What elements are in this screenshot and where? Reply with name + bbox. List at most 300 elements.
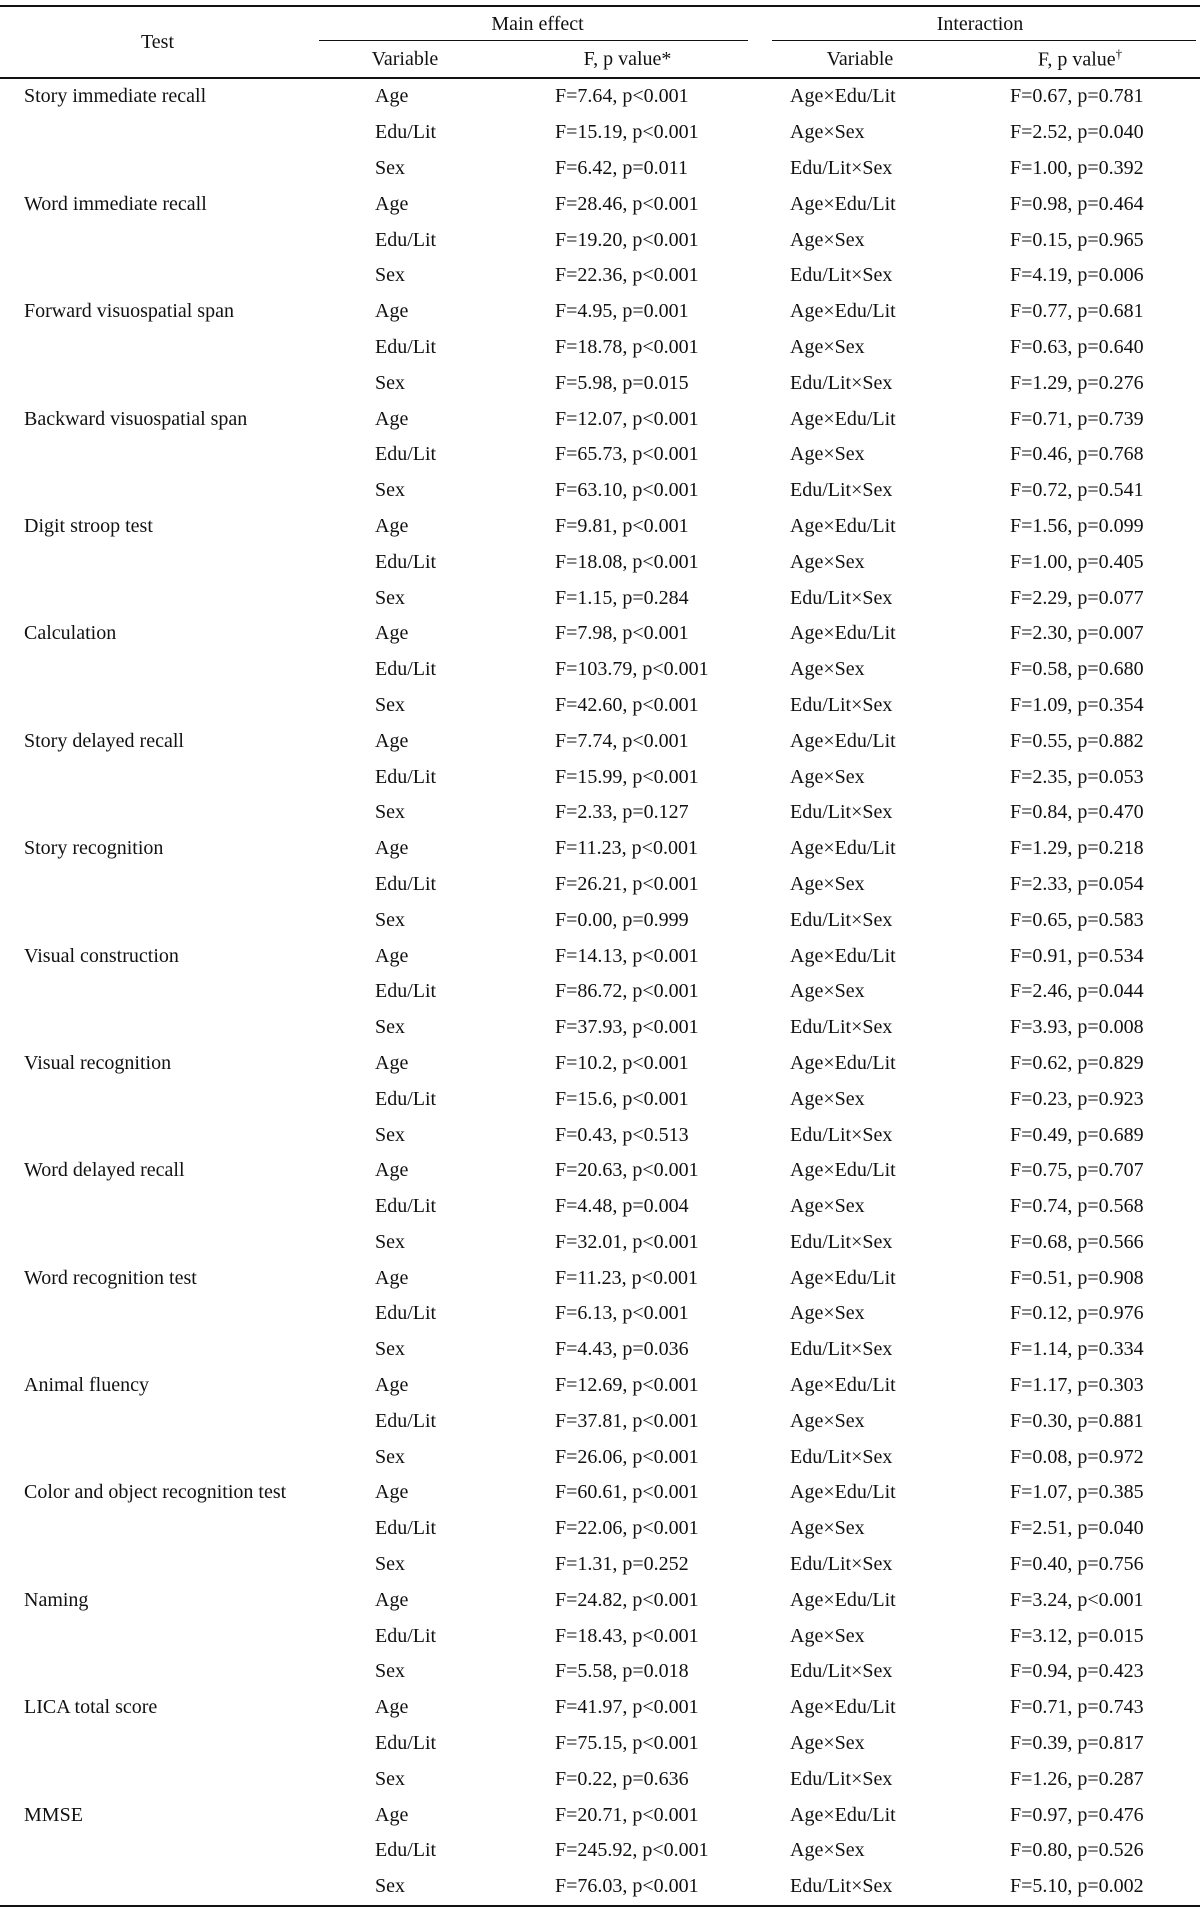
interaction-variable-cell: Age×Sex	[790, 1517, 865, 1540]
interaction-f-p-cell: F=1.00, p=0.392	[1010, 156, 1144, 179]
interaction-f-p-cell: F=0.15, p=0.965	[1010, 228, 1144, 251]
main-variable-cell: Age	[375, 1588, 409, 1611]
main-variable-cell: Age	[375, 407, 409, 430]
interaction-f-p-cell: F=0.94, p=0.423	[1010, 1660, 1144, 1683]
main-variable-cell: Age	[375, 1803, 409, 1826]
main-variable-cell: Sex	[375, 479, 405, 502]
interaction-variable-cell: Age×Sex	[790, 1302, 865, 1325]
main-f-p-cell: F=7.64, p<0.001	[555, 85, 689, 108]
interaction-f-p-cell: F=0.67, p=0.781	[1010, 85, 1144, 108]
interaction-variable-cell: Edu/Lit×Sex	[790, 1230, 893, 1253]
main-f-p-cell: F=22.06, p<0.001	[555, 1517, 699, 1540]
test-name-cell: Color and object recognition test	[24, 1481, 287, 1504]
table-row	[0, 1260, 1200, 1296]
table-row	[0, 186, 1200, 222]
test-name-cell	[0, 1833, 315, 1869]
table-row	[0, 1081, 1200, 1117]
main-f-p-cell: F=245.92, p<0.001	[555, 1839, 709, 1862]
main-f-p-cell: F=76.03, p<0.001	[495, 1869, 760, 1906]
interaction-variable-cell: Edu/Lit×Sex	[790, 693, 893, 716]
interaction-f-p-cell: F=0.51, p=0.908	[1010, 1266, 1144, 1289]
main-variable-cell: Edu/Lit	[375, 550, 437, 573]
interaction-f-p-cell: F=4.19, p=0.006	[1010, 264, 1144, 287]
interaction-variable-cell: Age×Sex	[790, 658, 865, 681]
test-name-cell: MMSE	[24, 1803, 83, 1826]
main-f-p-cell: F=32.01, p<0.001	[555, 1230, 699, 1253]
main-f-p-cell: F=19.20, p<0.001	[555, 228, 699, 251]
test-name-cell	[0, 1439, 315, 1475]
test-name-cell	[0, 759, 315, 795]
main-f-p-cell: F=5.98, p=0.015	[555, 371, 689, 394]
table-row	[0, 115, 1200, 151]
main-variable-cell: Sex	[375, 801, 405, 824]
table-row	[0, 1225, 1200, 1261]
interaction-variable-cell: Age×Edu/Lit	[790, 837, 896, 860]
main-f-p-cell: F=65.73, p<0.001	[555, 443, 699, 466]
interaction-f-p-cell: F=5.10, p=0.002	[960, 1869, 1200, 1906]
interaction-f-p-cell: F=2.52, p=0.040	[1010, 121, 1144, 144]
main-f-p-cell: F=9.81, p<0.001	[555, 514, 689, 537]
table-row	[0, 437, 1200, 473]
interaction-f-p-cell: F=0.68, p=0.566	[1010, 1230, 1144, 1253]
test-name-cell	[0, 1010, 315, 1046]
main-variable-cell: Age	[375, 837, 409, 860]
interaction-variable-cell: Age×Edu/Lit	[790, 1588, 896, 1611]
interaction-variable-cell: Edu/Lit×Sex	[790, 1445, 893, 1468]
test-name-cell	[0, 1726, 315, 1762]
interaction-variable-cell: Age×Sex	[790, 980, 865, 1003]
interaction-f-p-cell: F=1.00, p=0.405	[1010, 550, 1144, 573]
interaction-variable-cell: Edu/Lit×Sex	[760, 1869, 960, 1906]
main-f-p-cell: F=41.97, p<0.001	[555, 1696, 699, 1719]
test-name-cell: Calculation	[24, 622, 117, 645]
interaction-variable-cell: Age×Edu/Lit	[790, 1481, 896, 1504]
interaction-f-p-cell: F=2.33, p=0.054	[1010, 872, 1144, 895]
main-variable-cell: Age	[375, 300, 409, 323]
interaction-f-p-cell: F=3.24, p<0.001	[1010, 1588, 1144, 1611]
table-row	[0, 294, 1200, 330]
interaction-f-p-cell: F=2.29, p=0.077	[1010, 586, 1144, 609]
interaction-f-p-cell: F=1.07, p=0.385	[1010, 1481, 1144, 1504]
interaction-variable-cell: Age×Sex	[790, 1195, 865, 1218]
interaction-variable-cell: Age×Edu/Lit	[790, 514, 896, 537]
interaction-variable-cell: Age×Edu/Lit	[790, 622, 896, 645]
test-name-cell	[0, 365, 315, 401]
table-row	[0, 1403, 1200, 1439]
interaction-variable-cell: Age×Edu/Lit	[790, 1266, 896, 1289]
main-f-p-cell: F=15.99, p<0.001	[555, 765, 699, 788]
table-row	[0, 1153, 1200, 1189]
table-row	[0, 723, 1200, 759]
interaction-f-p-cell: F=0.30, p=0.881	[1010, 1409, 1144, 1432]
interaction-variable-cell: Age×Sex	[790, 550, 865, 573]
test-name-cell	[0, 1547, 315, 1583]
test-name-cell	[0, 1654, 315, 1690]
test-name-cell	[0, 1117, 315, 1153]
table-row	[0, 795, 1200, 831]
interaction-f-p-cell: F=0.74, p=0.568	[1010, 1195, 1144, 1218]
interaction-variable-cell: Age×Edu/Lit	[790, 1051, 896, 1074]
main-variable-cell: Sex	[375, 1767, 405, 1790]
test-name-cell	[0, 580, 315, 616]
main-f-p-cell: F=1.15, p=0.284	[555, 586, 689, 609]
main-f-p-cell: F=42.60, p<0.001	[555, 693, 699, 716]
interaction-f-p-cell: F=0.46, p=0.768	[1010, 443, 1144, 466]
table-row	[0, 1010, 1200, 1046]
interaction-variable-cell: Age×Edu/Lit	[790, 300, 896, 323]
test-name-cell	[0, 222, 315, 258]
header-test: Test	[0, 6, 315, 78]
test-name-cell	[0, 115, 315, 151]
main-variable-cell: Sex	[375, 1123, 405, 1146]
interaction-f-p-cell: F=2.35, p=0.053	[1010, 765, 1144, 788]
table-row	[0, 759, 1200, 795]
interaction-f-p-cell: F=0.08, p=0.972	[1010, 1445, 1144, 1468]
interaction-variable-cell: Age×Sex	[790, 443, 865, 466]
interaction-f-p-cell: F=0.40, p=0.756	[1010, 1553, 1144, 1576]
test-name-cell: Forward visuospatial span	[24, 300, 234, 323]
header-variable-main: Variable	[315, 41, 495, 78]
interaction-variable-cell: Age×Edu/Lit	[790, 407, 896, 430]
main-variable-cell: Age	[375, 514, 409, 537]
interaction-variable-cell: Age×Sex	[790, 1732, 865, 1755]
main-f-p-cell: F=37.81, p<0.001	[555, 1409, 699, 1432]
test-name-cell: Backward visuospatial span	[24, 407, 248, 430]
interaction-variable-cell: Edu/Lit×Sex	[790, 1553, 893, 1576]
main-variable-cell: Edu/Lit	[375, 1839, 437, 1862]
main-variable-cell: Age	[375, 622, 409, 645]
main-variable-cell: Age	[375, 1696, 409, 1719]
table-row	[0, 473, 1200, 509]
table-row	[0, 1189, 1200, 1225]
main-variable-cell: Sex	[375, 693, 405, 716]
interaction-f-p-cell: F=1.29, p=0.218	[1010, 837, 1144, 860]
interaction-f-p-cell: F=1.17, p=0.303	[1010, 1374, 1144, 1397]
main-variable-cell: Age	[375, 1266, 409, 1289]
main-f-p-cell: F=103.79, p<0.001	[555, 658, 709, 681]
test-name-cell: Naming	[24, 1588, 89, 1611]
interaction-f-p-cell: F=0.84, p=0.470	[1010, 801, 1144, 824]
interaction-f-p-cell: F=0.97, p=0.476	[1010, 1803, 1144, 1826]
interaction-variable-cell: Age×Edu/Lit	[790, 1159, 896, 1182]
main-f-p-cell: F=24.82, p<0.001	[555, 1588, 699, 1611]
table-row	[0, 401, 1200, 437]
main-f-p-cell: F=5.58, p=0.018	[555, 1660, 689, 1683]
main-f-p-cell: F=75.15, p<0.001	[555, 1732, 699, 1755]
table-row	[0, 867, 1200, 903]
table-row	[0, 831, 1200, 867]
interaction-f-p-cell: F=0.58, p=0.680	[1010, 658, 1144, 681]
test-name-cell	[0, 902, 315, 938]
main-f-p-cell: F=6.42, p=0.011	[555, 156, 688, 179]
interaction-variable-cell: Age×Edu/Lit	[790, 192, 896, 215]
interaction-f-p-cell: F=0.72, p=0.541	[1010, 479, 1144, 502]
table-row	[0, 330, 1200, 366]
interaction-variable-cell: Edu/Lit×Sex	[790, 156, 893, 179]
interaction-variable-cell: Age×Sex	[790, 1409, 865, 1432]
main-f-p-cell: F=37.93, p<0.001	[555, 1016, 699, 1039]
table-row	[0, 1726, 1200, 1762]
main-variable-cell: Edu/Lit	[375, 1195, 437, 1218]
table-row	[0, 258, 1200, 294]
main-f-p-cell: F=86.72, p<0.001	[555, 980, 699, 1003]
main-f-p-cell: F=18.78, p<0.001	[555, 335, 699, 358]
interaction-variable-cell: Edu/Lit×Sex	[790, 801, 893, 824]
header-interaction: Interaction	[760, 6, 1200, 41]
interaction-variable-cell: Edu/Lit×Sex	[790, 1660, 893, 1683]
main-f-p-cell: F=63.10, p<0.001	[555, 479, 699, 502]
interaction-f-p-cell: F=1.14, p=0.334	[1010, 1338, 1144, 1361]
table-row	[0, 652, 1200, 688]
table-row	[0, 1761, 1200, 1797]
interaction-f-p-cell: F=1.09, p=0.354	[1010, 693, 1144, 716]
test-name-cell	[0, 1081, 315, 1117]
table-row	[0, 222, 1200, 258]
table-row	[0, 151, 1200, 187]
test-name-cell	[0, 330, 315, 366]
interaction-f-p-cell: F=0.63, p=0.640	[1010, 335, 1144, 358]
main-f-p-cell: F=26.06, p<0.001	[555, 1445, 699, 1468]
main-variable-cell: Sex	[375, 1553, 405, 1576]
interaction-variable-cell: Edu/Lit×Sex	[790, 586, 893, 609]
interaction-f-p-cell: F=0.71, p=0.743	[1010, 1696, 1144, 1719]
interaction-f-p-cell: F=0.23, p=0.923	[1010, 1087, 1144, 1110]
table-row	[0, 1547, 1200, 1583]
main-variable-cell: Age	[375, 1481, 409, 1504]
main-variable-cell: Sex	[375, 1230, 405, 1253]
interaction-variable-cell: Age×Edu/Lit	[790, 729, 896, 752]
main-variable-cell: Edu/Lit	[375, 980, 437, 1003]
main-variable-cell: Edu/Lit	[375, 765, 437, 788]
table-row	[0, 1654, 1200, 1690]
test-name-cell: Word delayed recall	[24, 1159, 185, 1182]
table-body	[0, 78, 1200, 1906]
main-f-p-cell: F=7.98, p<0.001	[555, 622, 689, 645]
interaction-variable-cell: Age×Sex	[790, 228, 865, 251]
interaction-variable-cell: Edu/Lit×Sex	[790, 1338, 893, 1361]
interaction-variable-cell: Edu/Lit×Sex	[790, 479, 893, 502]
test-name-cell	[0, 151, 315, 187]
test-name-cell	[0, 1189, 315, 1225]
table-row	[0, 1368, 1200, 1404]
test-name-cell	[0, 1296, 315, 1332]
main-f-p-cell: F=12.07, p<0.001	[555, 407, 699, 430]
interaction-variable-cell: Age×Edu/Lit	[790, 1374, 896, 1397]
test-name-cell	[0, 473, 315, 509]
interaction-f-p-cell: F=1.29, p=0.276	[1010, 371, 1144, 394]
test-name-cell	[0, 1761, 315, 1797]
main-variable-cell: Sex	[315, 1869, 495, 1906]
main-f-p-cell: F=10.2, p<0.001	[555, 1051, 689, 1074]
interaction-variable-cell: Age×Edu/Lit	[790, 1696, 896, 1719]
main-variable-cell: Edu/Lit	[375, 1517, 437, 1540]
header-fp-main: F, p value*	[495, 41, 760, 78]
test-name-cell: Word recognition test	[24, 1266, 197, 1289]
table-row	[0, 1797, 1200, 1833]
interaction-f-p-cell: F=0.39, p=0.817	[1010, 1732, 1144, 1755]
interaction-f-p-cell: F=0.65, p=0.583	[1010, 908, 1144, 931]
table-row	[0, 1833, 1200, 1869]
test-name-cell	[0, 1618, 315, 1654]
table-row	[0, 365, 1200, 401]
main-f-p-cell: F=4.95, p=0.001	[555, 300, 689, 323]
main-f-p-cell: F=26.21, p<0.001	[555, 872, 699, 895]
table-row	[0, 616, 1200, 652]
header-fp-interaction: F, p value†	[960, 41, 1200, 78]
main-variable-cell: Age	[375, 1051, 409, 1074]
test-name-cell: Digit stroop test	[24, 514, 153, 537]
test-name-cell: Story recognition	[24, 837, 164, 860]
main-variable-cell: Sex	[375, 1445, 405, 1468]
main-f-p-cell: F=22.36, p<0.001	[555, 264, 699, 287]
main-f-p-cell: F=20.71, p<0.001	[555, 1803, 699, 1826]
main-variable-cell: Sex	[375, 1338, 405, 1361]
test-name-cell	[0, 1511, 315, 1547]
interaction-f-p-cell: F=0.91, p=0.534	[1010, 944, 1144, 967]
table-row	[0, 580, 1200, 616]
test-name-cell: Story delayed recall	[24, 729, 184, 752]
main-f-p-cell: F=15.6, p<0.001	[555, 1087, 689, 1110]
interaction-f-p-cell: F=0.62, p=0.829	[1010, 1051, 1144, 1074]
table-row	[0, 509, 1200, 545]
header-variable-interaction: Variable	[760, 41, 960, 78]
main-variable-cell: Age	[375, 85, 409, 108]
interaction-f-p-cell: F=0.77, p=0.681	[1010, 300, 1144, 323]
main-f-p-cell: F=11.23, p<0.001	[555, 837, 698, 860]
main-variable-cell: Sex	[375, 264, 405, 287]
main-variable-cell: Sex	[375, 586, 405, 609]
interaction-f-p-cell: F=0.49, p=0.689	[1010, 1123, 1144, 1146]
test-name-cell	[0, 974, 315, 1010]
table-row	[0, 1582, 1200, 1618]
table-row	[0, 974, 1200, 1010]
interaction-f-p-cell: F=2.30, p=0.007	[1010, 622, 1144, 645]
main-variable-cell: Age	[375, 944, 409, 967]
main-variable-cell: Sex	[375, 371, 405, 394]
test-name-cell	[0, 867, 315, 903]
main-f-p-cell: F=20.63, p<0.001	[555, 1159, 699, 1182]
main-variable-cell: Sex	[375, 156, 405, 179]
interaction-variable-cell: Age×Edu/Lit	[790, 944, 896, 967]
test-name-cell	[0, 437, 315, 473]
main-variable-cell: Edu/Lit	[375, 335, 437, 358]
main-variable-cell: Edu/Lit	[375, 121, 437, 144]
test-name-cell	[0, 1332, 315, 1368]
main-variable-cell: Edu/Lit	[375, 1409, 437, 1432]
main-variable-cell: Sex	[375, 1016, 405, 1039]
main-f-p-cell: F=14.13, p<0.001	[555, 944, 699, 967]
table-row	[0, 1690, 1200, 1726]
test-name-cell	[0, 544, 315, 580]
interaction-variable-cell: Age×Sex	[790, 335, 865, 358]
interaction-f-p-cell: F=1.26, p=0.287	[1010, 1767, 1144, 1790]
main-variable-cell: Age	[375, 192, 409, 215]
main-f-p-cell: F=7.74, p<0.001	[555, 729, 689, 752]
table-row	[0, 1618, 1200, 1654]
table-row	[0, 688, 1200, 724]
interaction-f-p-cell: F=0.80, p=0.526	[1010, 1839, 1144, 1862]
main-f-p-cell: F=4.48, p=0.004	[555, 1195, 689, 1218]
main-variable-cell: Edu/Lit	[375, 1732, 437, 1755]
table-row	[0, 938, 1200, 974]
interaction-f-p-cell: F=0.75, p=0.707	[1010, 1159, 1144, 1182]
main-f-p-cell: F=11.23, p<0.001	[555, 1266, 698, 1289]
header-main-effect: Main effect	[315, 6, 760, 41]
interaction-variable-cell: Edu/Lit×Sex	[790, 1767, 893, 1790]
main-variable-cell: Age	[375, 1374, 409, 1397]
test-name-cell: Visual recognition	[24, 1051, 172, 1074]
main-f-p-cell: F=0.00, p=0.999	[555, 908, 689, 931]
main-f-p-cell: F=12.69, p<0.001	[555, 1374, 699, 1397]
main-variable-cell: Edu/Lit	[375, 228, 437, 251]
interaction-variable-cell: Age×Edu/Lit	[790, 1803, 896, 1826]
interaction-f-p-cell: F=0.12, p=0.976	[1010, 1302, 1144, 1325]
main-variable-cell: Edu/Lit	[375, 1624, 437, 1647]
test-name-cell	[0, 795, 315, 831]
main-f-p-cell: F=0.43, p<0.513	[555, 1123, 689, 1146]
main-variable-cell: Edu/Lit	[375, 658, 437, 681]
table-row	[0, 902, 1200, 938]
test-name-cell	[0, 1403, 315, 1439]
table-row	[0, 1869, 1200, 1906]
table-row	[0, 1332, 1200, 1368]
main-variable-cell: Age	[375, 729, 409, 752]
main-f-p-cell: F=60.61, p<0.001	[555, 1481, 699, 1504]
interaction-variable-cell: Age×Sex	[790, 1087, 865, 1110]
table-row	[0, 78, 1200, 115]
test-name-cell	[0, 688, 315, 724]
main-f-p-cell: F=28.46, p<0.001	[555, 192, 699, 215]
test-name-cell	[0, 258, 315, 294]
interaction-variable-cell: Age×Edu/Lit	[790, 85, 896, 108]
main-f-p-cell: F=2.33, p=0.127	[555, 801, 689, 824]
interaction-variable-cell: Age×Sex	[790, 1839, 865, 1862]
table-row	[0, 1046, 1200, 1082]
table-row	[0, 1117, 1200, 1153]
table-row	[0, 544, 1200, 580]
main-f-p-cell: F=6.13, p<0.001	[555, 1302, 689, 1325]
table-row	[0, 1511, 1200, 1547]
interaction-f-p-cell: F=3.12, p=0.015	[1010, 1624, 1144, 1647]
test-name-cell: Story immediate recall	[24, 85, 207, 108]
interaction-f-p-cell: F=2.51, p=0.040	[1010, 1517, 1144, 1540]
main-variable-cell: Edu/Lit	[375, 1302, 437, 1325]
main-variable-cell: Edu/Lit	[375, 443, 437, 466]
anova-results-table	[0, 5, 1200, 1907]
test-name-cell	[0, 1225, 315, 1261]
header-row-1	[0, 6, 1200, 41]
main-f-p-cell: F=18.08, p<0.001	[555, 550, 699, 573]
main-variable-cell: Edu/Lit	[375, 1087, 437, 1110]
interaction-variable-cell: Age×Sex	[790, 765, 865, 788]
interaction-variable-cell: Age×Sex	[790, 872, 865, 895]
main-variable-cell: Sex	[375, 908, 405, 931]
main-f-p-cell: F=15.19, p<0.001	[555, 121, 699, 144]
main-variable-cell: Sex	[375, 1660, 405, 1683]
interaction-variable-cell: Edu/Lit×Sex	[790, 908, 893, 931]
main-f-p-cell: F=4.43, p=0.036	[555, 1338, 689, 1361]
interaction-variable-cell: Age×Sex	[790, 121, 865, 144]
interaction-variable-cell: Edu/Lit×Sex	[790, 1123, 893, 1146]
main-variable-cell: Age	[375, 1159, 409, 1182]
interaction-f-p-cell: F=0.55, p=0.882	[1010, 729, 1144, 752]
test-name-cell: Visual construction	[24, 944, 179, 967]
interaction-variable-cell: Edu/Lit×Sex	[790, 371, 893, 394]
main-variable-cell: Edu/Lit	[375, 872, 437, 895]
table-row	[0, 1439, 1200, 1475]
interaction-variable-cell: Age×Sex	[790, 1624, 865, 1647]
interaction-f-p-cell: F=0.71, p=0.739	[1010, 407, 1144, 430]
